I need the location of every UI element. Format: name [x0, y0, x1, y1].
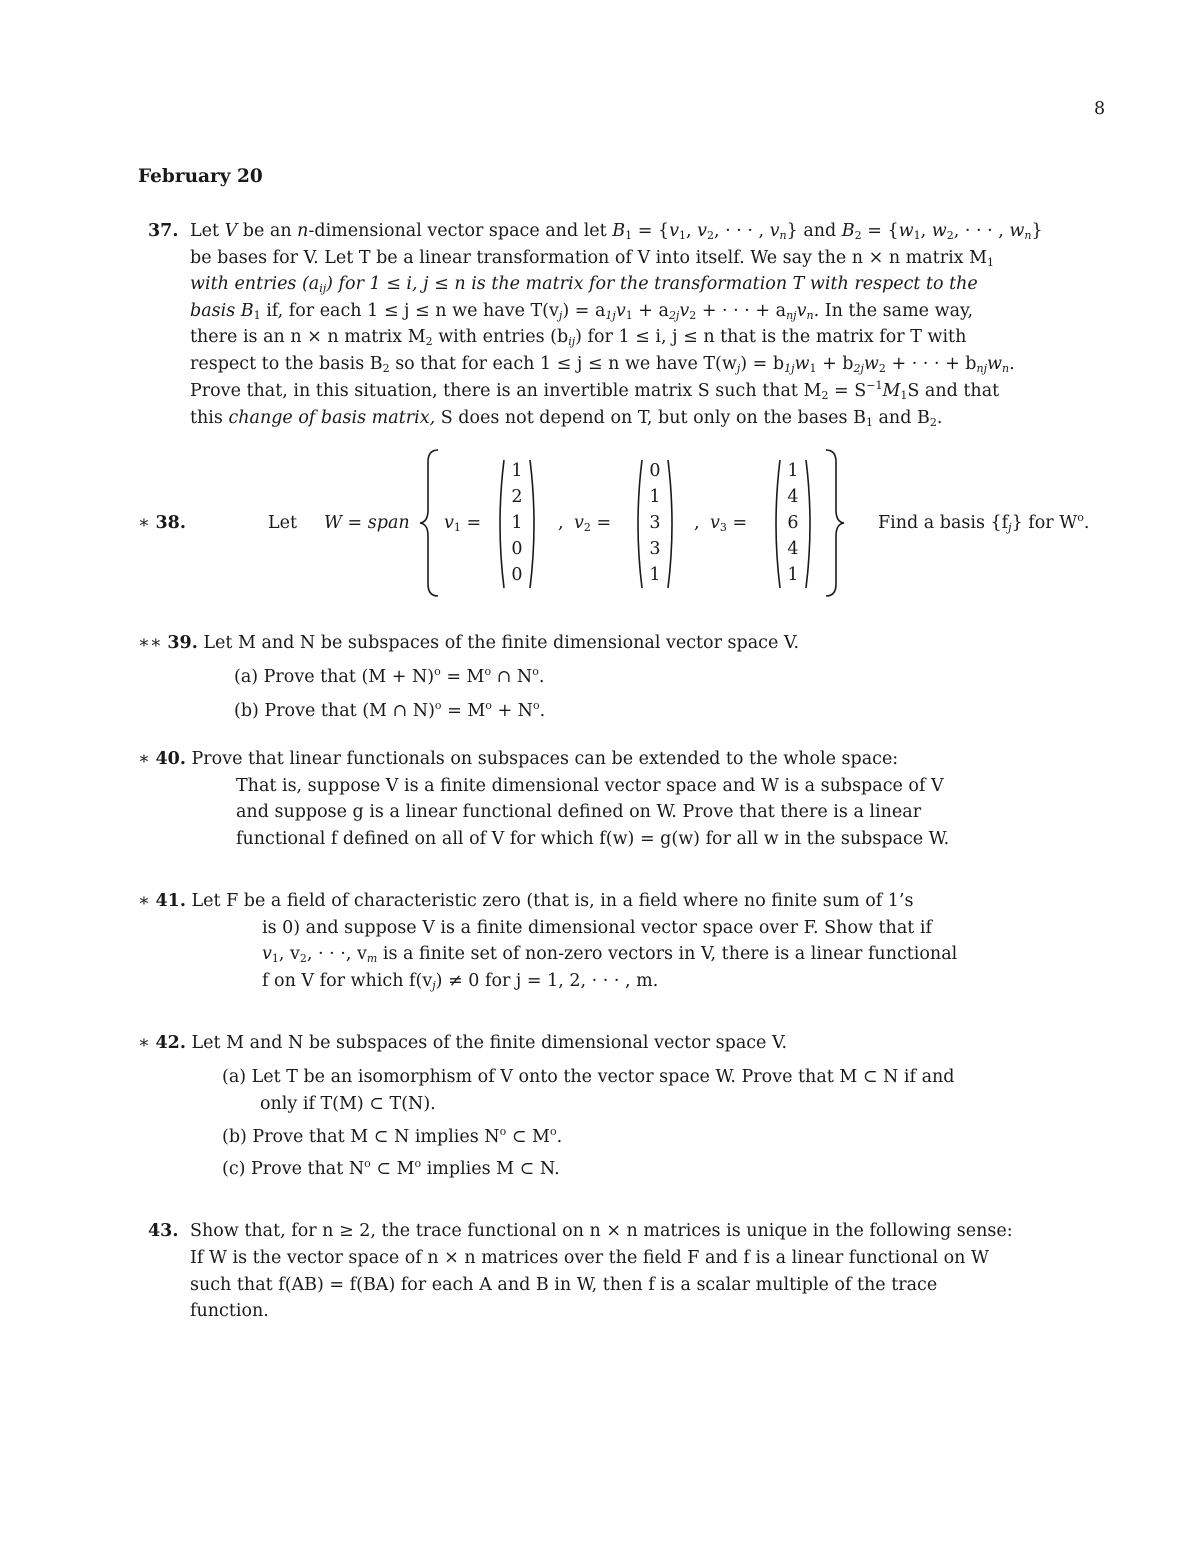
- v2-entry: 1: [649, 487, 661, 507]
- problem-37-line-5: there is an n × n matrix $M_2$ with entries $(b_{ij})$ for 1 ≤ i, j ≤ n that is the matrix for T with: [190, 327, 967, 348]
- v1-entry: 0: [511, 539, 523, 559]
- problem-42-line-1: ∗ 42. Let M and N be subspaces of the finite dimensional vector space V.: [138, 1033, 788, 1053]
- problem-38-task: Find a basis $\{f_j\}$ for $W^o$.: [878, 511, 1090, 534]
- problem-37-line-8: this change of basis matrix, S does not depend on T, but only on the bases $B_1$ and $B_2$.: [190, 408, 943, 429]
- problem-43-line-2: If W is the vector space of n × n matrices over the field F and f is a linear functional on W: [190, 1248, 989, 1268]
- problem-39-part-b: (b) Prove that (M ∩ $N)^o = M^o + N^o$.: [234, 699, 546, 721]
- problem-37-line-3: with entries $(a_{ij})$ for 1 ≤ i, j ≤ n is the matrix for the transformation T with respect to the: [190, 274, 978, 295]
- problem-40-line-1: ∗ 40. Prove that linear functionals on subspaces can be extended to the whole space:: [138, 749, 899, 769]
- v1-entry: 1: [511, 461, 523, 481]
- v1-entry: 2: [511, 487, 523, 507]
- problem-42-part-a-line-2: only if T(M) ⊂ T(N).: [260, 1094, 436, 1114]
- problem-37-line-1: Let V be an n-dimensional vector space and let $B_1 = \{v_1$, $v_2$, · · · , $v_n$} and $B_2 = \{w_1$, $w_2$, · · · , $w_n$}: [190, 221, 1043, 242]
- vector-v2: [632, 458, 678, 590]
- problem-42-part-c: (c) Prove that $N^o$ ⊂ $M^o$ implies M ⊂ N.: [222, 1157, 560, 1179]
- problem-41-line-1: ∗ 41. Let F be a field of characteristic zero (that is, in a field where no finite sum of 1’s: [138, 891, 914, 911]
- problem-43-line-3: such that f(AB) = f(BA) for each A and B in W, then f is a scalar multiple of the trace: [190, 1275, 938, 1295]
- v3-entry: 1: [787, 461, 799, 481]
- v2-entry: 3: [649, 539, 661, 559]
- problem-38-w-span: W = span: [324, 513, 410, 533]
- vector-v3: [770, 458, 816, 590]
- problem-37-line-6: respect to the basis $B_2$ so that for each 1 ≤ j ≤ n we have $T(w_j) = b_{1j}w_1 + b_{2j}w_2$ + · · · + $b_{nj}w_n$.: [190, 354, 1015, 375]
- problem-38: [138, 448, 1138, 598]
- problem-37-number: 37.: [148, 221, 179, 241]
- problem-43-line-4: function.: [190, 1301, 269, 1321]
- right-set-brace: [822, 448, 846, 598]
- v2-label: $v_2$ =: [574, 513, 612, 534]
- date-heading: February 20: [138, 166, 263, 187]
- problem-41-line-3: $v_1$, $v_2$, · · ·, $v_m$ is a finite set of non-zero vectors in V, there is a linear functional: [262, 944, 958, 965]
- v1-entry: 1: [511, 513, 523, 533]
- problem-39-line-1: ∗∗ 39. Let M and N be subspaces of the finite dimensional vector space V.: [138, 633, 800, 653]
- v3-entry: 4: [787, 487, 799, 507]
- page-number: 8: [1094, 99, 1106, 119]
- v2-entry: 3: [649, 513, 661, 533]
- vector-v1: [494, 458, 540, 590]
- v2-entry: 0: [649, 461, 661, 481]
- comma: ,: [558, 513, 564, 533]
- v3-entry: 6: [787, 513, 799, 533]
- comma: ,: [694, 513, 700, 533]
- left-set-brace: [418, 448, 442, 598]
- problem-37-line-7: Prove that, in this situation, there is an invertible matrix S such that $M_2 = S^{-1}M_1S$ and that: [190, 379, 1000, 402]
- problem-40-line-4: functional f defined on all of V for which f(w) = g(w) for all w in the subspace W.: [236, 829, 950, 849]
- problem-39-part-a: (a) Prove that $(M + N)^o = M^o$ ∩ $N^o$.: [234, 665, 545, 687]
- problem-37-line-2: be bases for V. Let T be a linear transformation of V into itself. We say the n × n matrix $M_1$: [190, 248, 995, 269]
- problem-42-part-a-line-1: (a) Let T be an isomorphism of V onto the vector space W. Prove that M ⊂ N if and: [222, 1067, 955, 1087]
- v3-entry: 1: [787, 565, 799, 585]
- problem-40-line-2: That is, suppose V is a finite dimensional vector space and W is a subspace of V: [236, 776, 944, 796]
- problem-38-let: Let: [268, 513, 298, 533]
- problem-41-line-4: f on V for which $f(v_j) \ne 0$ for j = 1, 2, · · · , m.: [262, 971, 659, 992]
- problem-37-line-4: basis $B_1$ if, for each 1 ≤ j ≤ n we have $T(v_j) = a_{1j}v_1 + a_{2j}v_2$ + · · · + $a_{nj}v_n$. In the same way,: [190, 301, 974, 322]
- problem-43-line-1: Show that, for n ≥ 2, the trace functional on n × n matrices is unique in the following sense:: [190, 1221, 1013, 1241]
- problem-40-line-3: and suppose g is a linear functional defined on W. Prove that there is a linear: [236, 802, 922, 822]
- v2-entry: 1: [649, 565, 661, 585]
- v3-label: $v_3$ =: [710, 513, 748, 534]
- v3-entry: 4: [787, 539, 799, 559]
- v1-label: $v_1$ =: [444, 513, 482, 534]
- problem-38-number: ∗ 38.: [138, 513, 186, 533]
- v1-entry: 0: [511, 565, 523, 585]
- problem-43-number: 43.: [148, 1221, 179, 1241]
- problem-42-part-b: (b) Prove that M ⊂ N implies $N^o$ ⊂ $M^o$.: [222, 1125, 563, 1147]
- problem-41-line-2: is 0) and suppose V is a finite dimensional vector space over F. Show that if: [262, 918, 932, 938]
